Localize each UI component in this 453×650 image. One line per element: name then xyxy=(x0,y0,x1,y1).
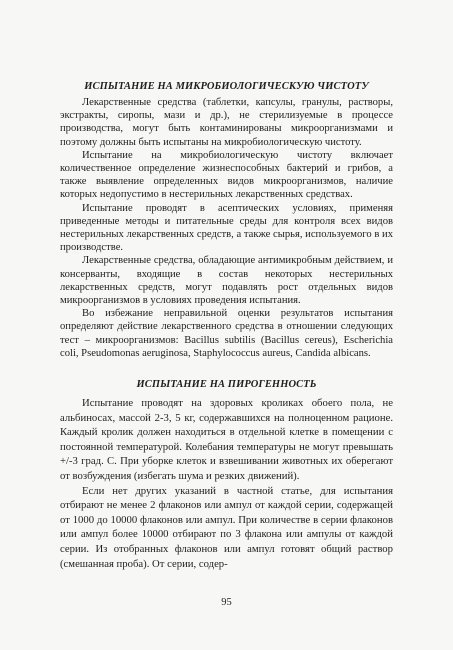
paragraph: Если нет других указаний в частной статье, для испытания отбирают не менее 2 флаконов или ампул от каждой серии, содержащей от 1000 до 10000 флаконов или ампул. При количестве в серии флаконов или ампул более 10000 отбирают по 3 флакона или ампулы от каждой серии. Из отобранных флаконов или ампул готовят общий раствор (смешанная проба). От серии, содер- xyxy=(60,484,393,570)
paragraph: Испытание на микробиологическую чистоту включает количественное определение жизнеспособных бактерий и грибов, а также выявление определенных видов микроорганизмов, наличие которых недопустимо в нестерильных лекарственных средствах. xyxy=(60,149,393,201)
paragraph: Во избежание неправильной оценки результатов испытания определяют действие лекарственного средства в отношении следующих тест – микроорганизмов: Bacillus subtilis (Bacillus cereus), Escherichia coli, Pseudomonas aeruginosa, Staphylococcus aureus, Candida albicans. xyxy=(60,308,393,359)
section-heading-microbiological-purity: ИСПЫТАНИЕ НА МИКРОБИОЛОГИЧЕСКУЮ ЧИСТОТУ xyxy=(84,81,369,92)
page-content xyxy=(60,80,393,571)
page-number: 95 xyxy=(221,597,232,608)
paragraph: Испытание проводят в асептических условиях, применяя приведенные методы и питательные среды для контроля всех видов нестерильных лекарственных средств, а также сырья, используемого в их производстве. xyxy=(60,202,393,254)
paragraph: Испытание проводят на здоровых кроликах обоего пола, не альбиносах, массой 2-3, 5 кг, содержавшихся на полноценном рационе. Каждый кролик должен находиться в отдельной клетке в помещении с постоянной температурой. Колебания температуры не могут превышать +/-3 град. С. При уборке клеток и взвешивании животных их оберегают от возбуждения (избегать шума и резких движений). xyxy=(60,397,393,483)
paragraph: Лекарственные средства (таблетки, капсулы, гранулы, растворы, экстракты, сиропы, мази и др.), не стерилизуемые в процессе производства, могут быть контаминированы микроорганизмами и поэтому должны быть испытаны на микробиологическую чистоту. xyxy=(60,97,393,148)
section-heading-pyrogenicity: ИСПЫТАНИЕ НА ПИРОГЕННОСТЬ xyxy=(136,379,317,391)
paragraph: Лекарственные средства, обладающие антимикробным действием, и консерванты, входящие в состав некоторых нестерильных лекарственных средств, могут подавлять рост отдельных видов микроорганизмов в условиях проведения испытания. xyxy=(60,255,393,307)
